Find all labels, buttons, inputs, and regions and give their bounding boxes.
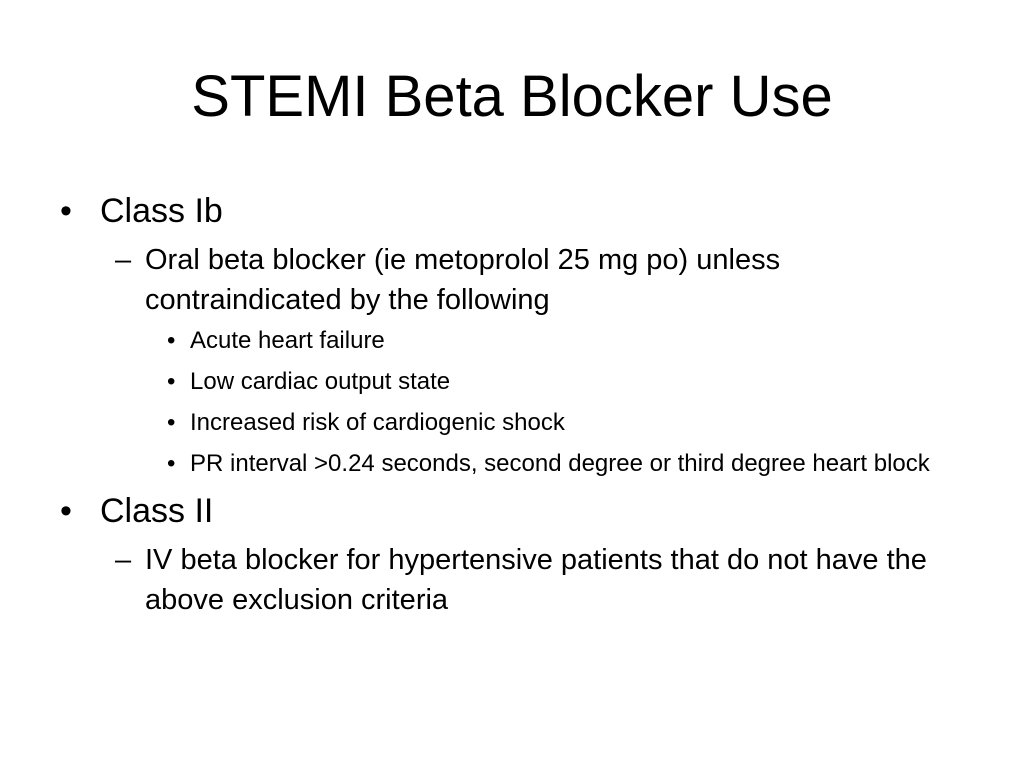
contraindication-text: Increased risk of cardiogenic shock (190, 409, 565, 436)
sub-bullet-oral-beta-blocker (60, 240, 960, 320)
sub-bullet-text: IV beta blocker for hypertensive patients that do not have the above exclusion criteria (145, 544, 927, 616)
bullet-icon: • (167, 450, 176, 477)
contraindication-text: PR interval >0.24 seconds, second degree or third degree heart block (190, 450, 930, 477)
contraindication-item (60, 324, 960, 358)
contraindication-text: Low cardiac output state (190, 368, 451, 395)
slide-body (60, 188, 960, 624)
slide-title: STEMI Beta Blocker Use (191, 64, 833, 129)
bullet-class-ii (60, 488, 960, 534)
sub-bullet-text: Oral beta blocker (ie metoprolol 25 mg po) unless contraindicated by the following (145, 244, 781, 316)
bullet-icon: • (60, 192, 72, 230)
contraindication-item (60, 406, 960, 440)
bullet-icon: • (60, 492, 72, 530)
bullet-icon: • (167, 368, 176, 395)
dash-icon: – (115, 244, 132, 276)
section-heading: Class Ib (100, 192, 223, 230)
section-heading: Class II (100, 492, 214, 530)
contraindication-item (60, 365, 960, 399)
bullet-icon: • (167, 409, 176, 436)
bullet-icon: • (167, 327, 176, 354)
sub-bullet-iv-beta-blocker (60, 540, 960, 620)
dash-icon: – (115, 544, 132, 576)
bullet-class-ib (60, 188, 960, 234)
contraindication-item (60, 447, 960, 481)
contraindication-text: Acute heart failure (190, 327, 385, 354)
